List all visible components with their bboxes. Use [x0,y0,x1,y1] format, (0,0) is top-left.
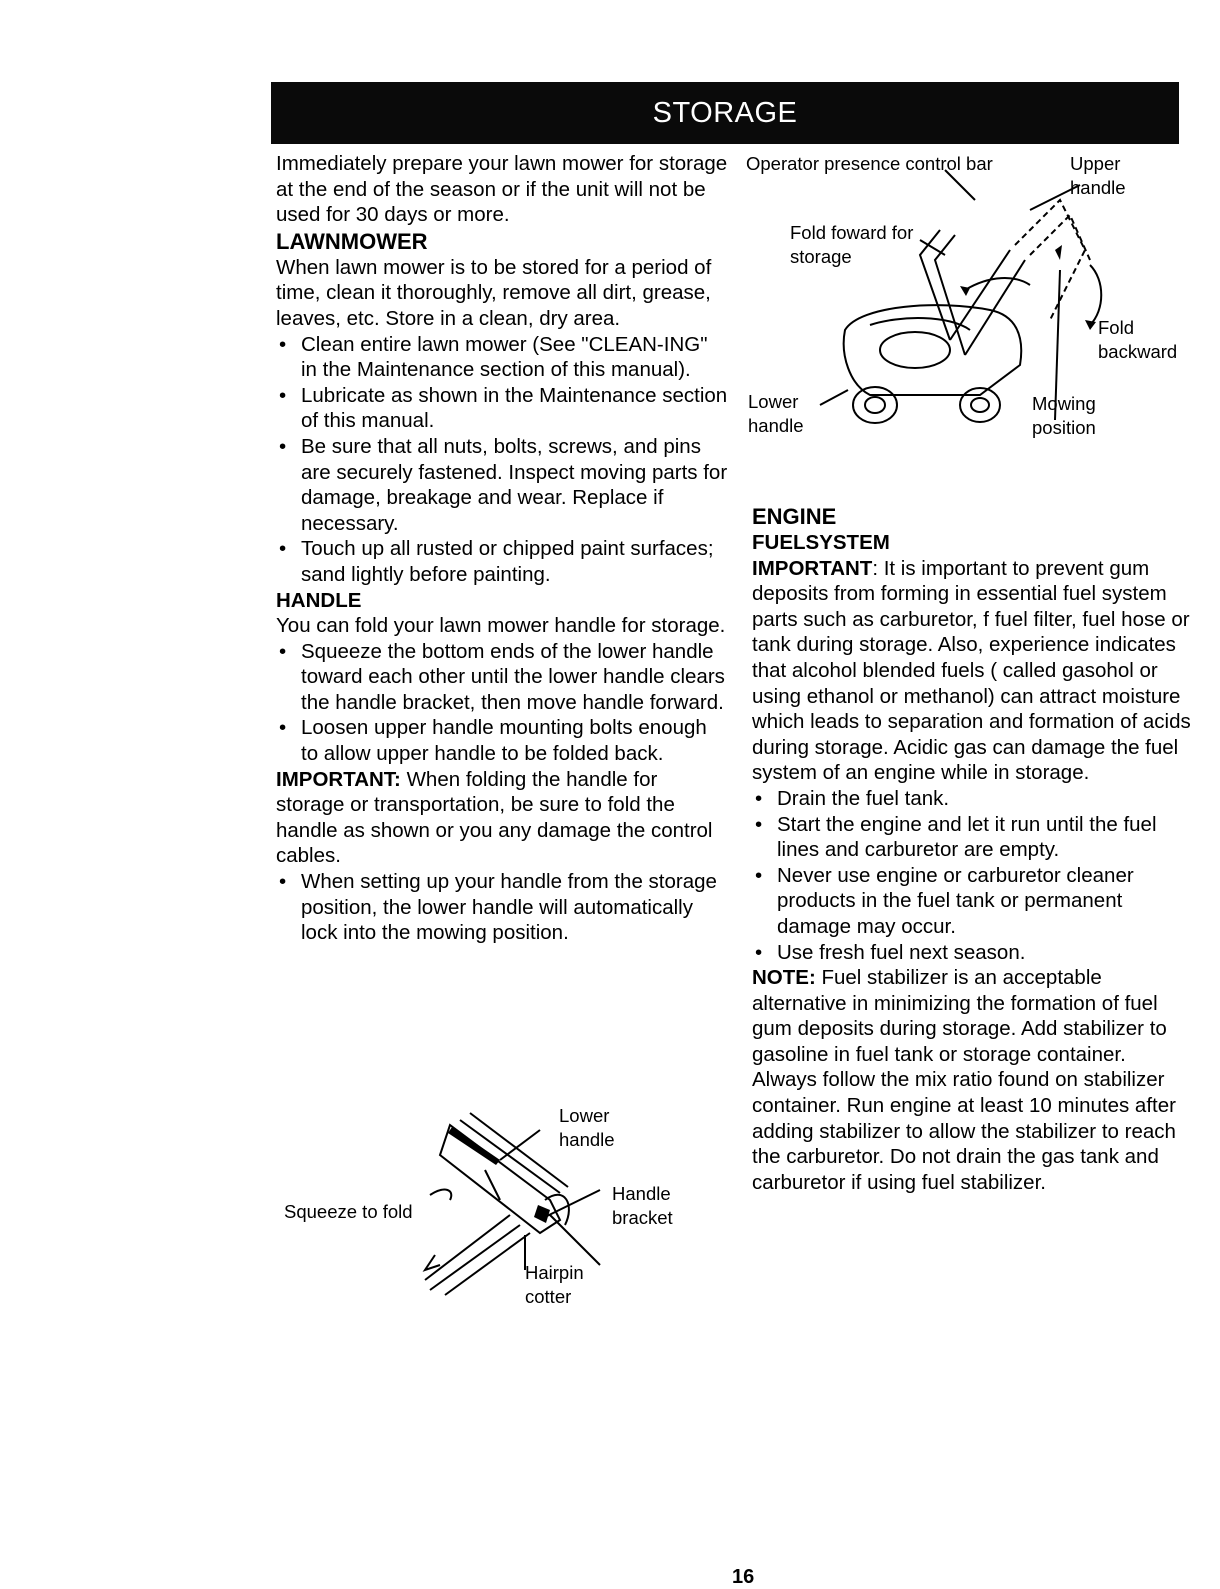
lawnmower-bullet-list [276,332,728,588]
list-item: • When setting up your handle from the storage position, the lower handle will automatically lock into the mowing position. [276,869,728,946]
list-item: • Be sure that all nuts, bolts, screws, and pins are securely fastened. Inspect moving parts for damage, breakage and wear. Replace if necessary. [276,434,728,536]
lawnmower-heading: LAWNMOWER [276,228,428,254]
mower-label-fold-backward: Fold backward [1098,317,1178,362]
engine-bullet-list [752,786,1192,965]
handle-bullet-list-2 [276,869,728,946]
bracket-label-handle-bracket: Handle bracket [612,1183,673,1228]
fuel-system-heading: FUELSYSTEM [752,531,890,554]
note-text: Fuel stabilizer is an acceptable alternative in minimizing the formation of fuel gum deposits during storage. Add stabilizer to gasoline in fuel tank or storage container. Always follow the mix ratio found on stabilizer container. Run engine at least 10 minutes after adding stabilizer to allow the stabilizer to reach the carburetor. Do not drain the gas tank and carburetor if using fuel stabilizer. [752,966,1176,1194]
right-column [752,503,1192,1195]
list-item: • Squeeze the bottom ends of the lower handle toward each other until the lower handle clears the handle bracket, then move handle forward. [276,639,728,716]
engine-note-paragraph [752,965,1192,1195]
list-item: • Lubricate as shown in the Maintenance section of this manual. [276,383,728,434]
mower-label-control-bar: Operator presence control bar [746,153,993,174]
bracket-label-squeeze: Squeeze to fold [284,1201,413,1222]
mower-label-fold-forward: Fold foward for storage [790,222,914,267]
mower-label-lower-handle: Lower handle [748,391,804,436]
left-column [276,151,728,946]
engine-heading: ENGINE [752,504,837,529]
handle-bullet-list [276,639,728,767]
important-text: When folding the handle for storage or transportation, be sure to fold the handle as shown or you any damage the control cables. [276,767,713,868]
important-text: : It is important to prevent gum deposits from forming in essential fuel system parts such as carburetor, f fuel filter, fuel hose or tank during storage. Also, experience indicates that alcohol blended fuels ( called gasohol or using ethanol or methanol) can attract moisture which leads to separation and formation of acids during storage. Acidic gas can damage the fuel system of an engine while in storage. [752,556,1191,785]
important-label: IMPORTANT [752,556,873,580]
important-label: IMPORTANT: [276,767,401,791]
list-item: • Drain the fuel tank. [752,786,1192,812]
page-title-banner: STORAGE [271,82,1179,144]
handle-heading: HANDLE [276,588,362,612]
list-item: • Touch up all rusted or chipped paint surfaces; sand lightly before painting. [276,536,728,587]
list-item: • Clean entire lawn mower (See "CLEAN-ING" in the Maintenance section of this manual). [276,332,728,383]
bracket-label-hairpin: Hairpin cotter [525,1262,584,1307]
mower-label-mowing-position: Mowing position [1032,393,1096,438]
list-item: • Loosen upper handle mounting bolts enough to allow upper handle to be folded back. [276,715,728,766]
list-item: • Never use engine or carburetor cleaner products in the fuel tank or permanent damage may occur. [752,863,1192,940]
intro-paragraph: Immediately prepare your lawn mower for storage at the end of the season or if the unit will not be used for 30 days or more. [276,152,728,227]
lawnmower-paragraph: When lawn mower is to be stored for a period of time, clean it thoroughly, remove all dirt, grease, leaves, etc. Store in a clean, dry area. [276,255,712,330]
bracket-label-lower-handle: Lower handle [559,1105,615,1150]
note-label: NOTE: [752,966,816,990]
list-item: • Use fresh fuel next season. [752,940,1192,966]
list-item: • Start the engine and let it run until the fuel lines and carburetor are empty. [752,812,1192,863]
mower-label-upper-handle: Upper handle [1070,153,1126,198]
page-number: 16 [732,1566,755,1588]
engine-important-paragraph [752,556,1192,786]
handle-important-paragraph [276,767,728,869]
handle-paragraph: You can fold your lawn mower handle for storage. [276,614,726,638]
